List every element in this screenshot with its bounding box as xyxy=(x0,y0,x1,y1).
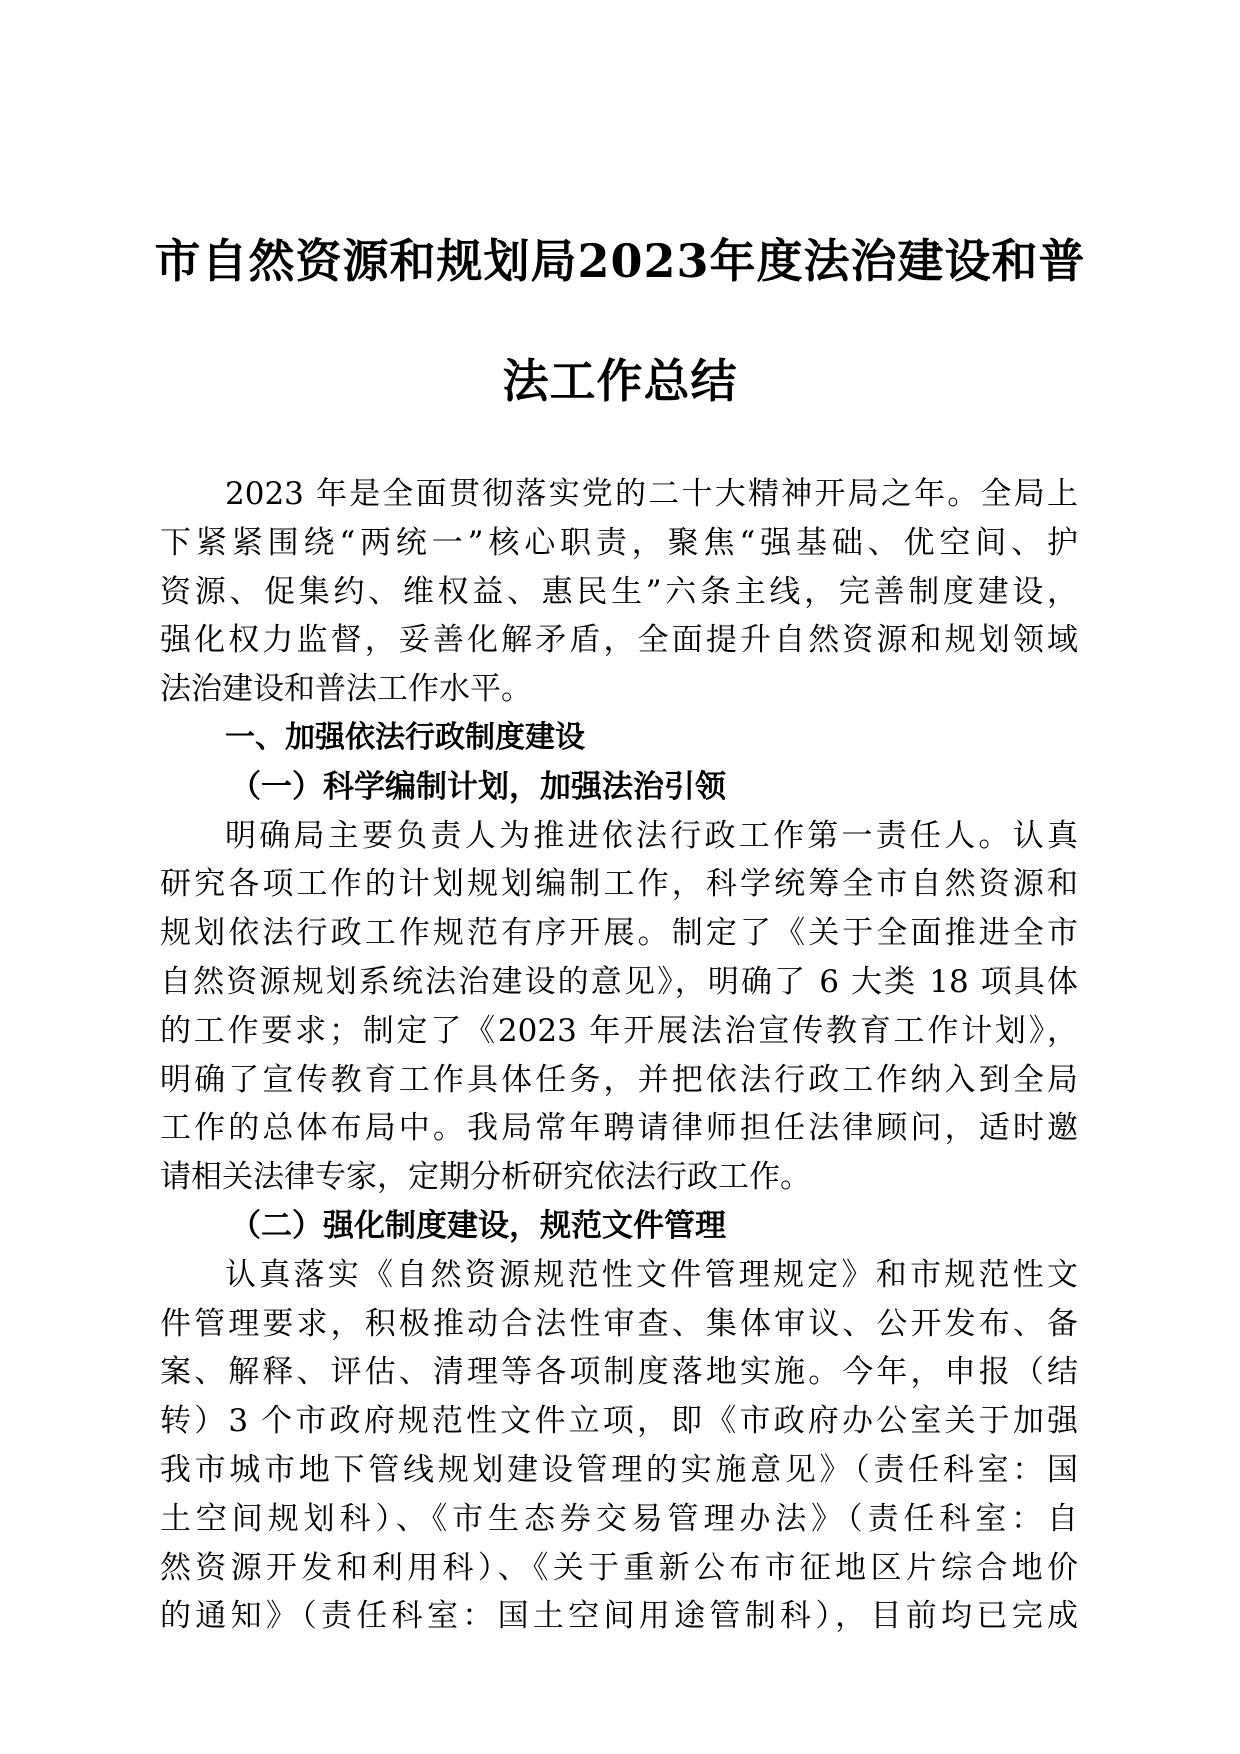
body-line: 法治建设和普法工作水平。 xyxy=(160,671,532,708)
body-line: 的通知》（责任科室：国土空间用途管制科），目前均已完成 xyxy=(160,1598,1078,1635)
subsection-heading: （二）强化制度建设，规范文件管理 xyxy=(230,1207,726,1244)
body-line: 规划依法行政工作规范有序开展。制定了《关于全面推进全市 xyxy=(160,915,1078,952)
body-line: 土空间规划科）、《市生态券交易管理办法》（责任科室：自 xyxy=(160,1500,1078,1537)
body-line: 然资源开发和利用科）、《关于重新公布市征地区片综合地价 xyxy=(160,1549,1078,1586)
body-line: 强化权力监督，妥善化解矛盾，全面提升自然资源和规划领域 xyxy=(160,622,1078,659)
document-title-line-2: 法工作总结 xyxy=(502,354,738,408)
body-line: 自然资源规划系统法治建设的意见》，明确了 6 大类 18 项具体 xyxy=(160,963,1078,1000)
body-line: 认真落实《自然资源规范性文件管理规定》和市规范性文 xyxy=(225,1256,1078,1293)
body-line: 下紧紧围绕“两统一”核心职责，聚焦“强基础、优空间、护 xyxy=(160,524,1078,561)
body-line: 研究各项工作的计划规划编制工作，科学统筹全市自然资源和 xyxy=(160,866,1078,903)
body-line: 的工作要求；制定了《2023 年开展法治宣传教育工作计划》， xyxy=(160,1012,1078,1049)
body-line: 件管理要求，积极推动合法性审查、集体审议、公开发布、备 xyxy=(160,1305,1078,1342)
body-line: 明确局主要负责人为推进依法行政工作第一责任人。认真 xyxy=(225,817,1078,854)
body-line: 请相关法律专家，定期分析研究依法行政工作。 xyxy=(160,1159,811,1196)
section-heading: 一、加强依法行政制度建设 xyxy=(225,719,585,755)
body-line: 我市城市地下管线规划建设管理的实施意见》（责任科室：国 xyxy=(160,1451,1078,1488)
document-title-line-1: 市自然资源和规划局2023年度法治建设和普 xyxy=(154,234,1086,288)
body-line: 案、解释、评估、清理等各项制度落地实施。今年，申报（结 xyxy=(160,1354,1078,1391)
body-line: 2023 年是全面贯彻落实党的二十大精神开局之年。全局上 xyxy=(225,476,1078,512)
body-line: 转）3 个市政府规范性文件立项，即《市政府办公室关于加强 xyxy=(160,1403,1078,1440)
body-line: 工作的总体布局中。我局常年聘请律师担任法律顾问，适时邀 xyxy=(160,1110,1078,1147)
subsection-heading: （一）科学编制计划，加强法治引领 xyxy=(230,768,726,805)
document-body xyxy=(160,470,1078,1641)
body-line: 资源、促集约、维权益、惠民生”六条主线，完善制度建设， xyxy=(160,573,1078,610)
body-line: 明确了宣传教育工作具体任务，并把依法行政工作纳入到全局 xyxy=(160,1061,1078,1098)
